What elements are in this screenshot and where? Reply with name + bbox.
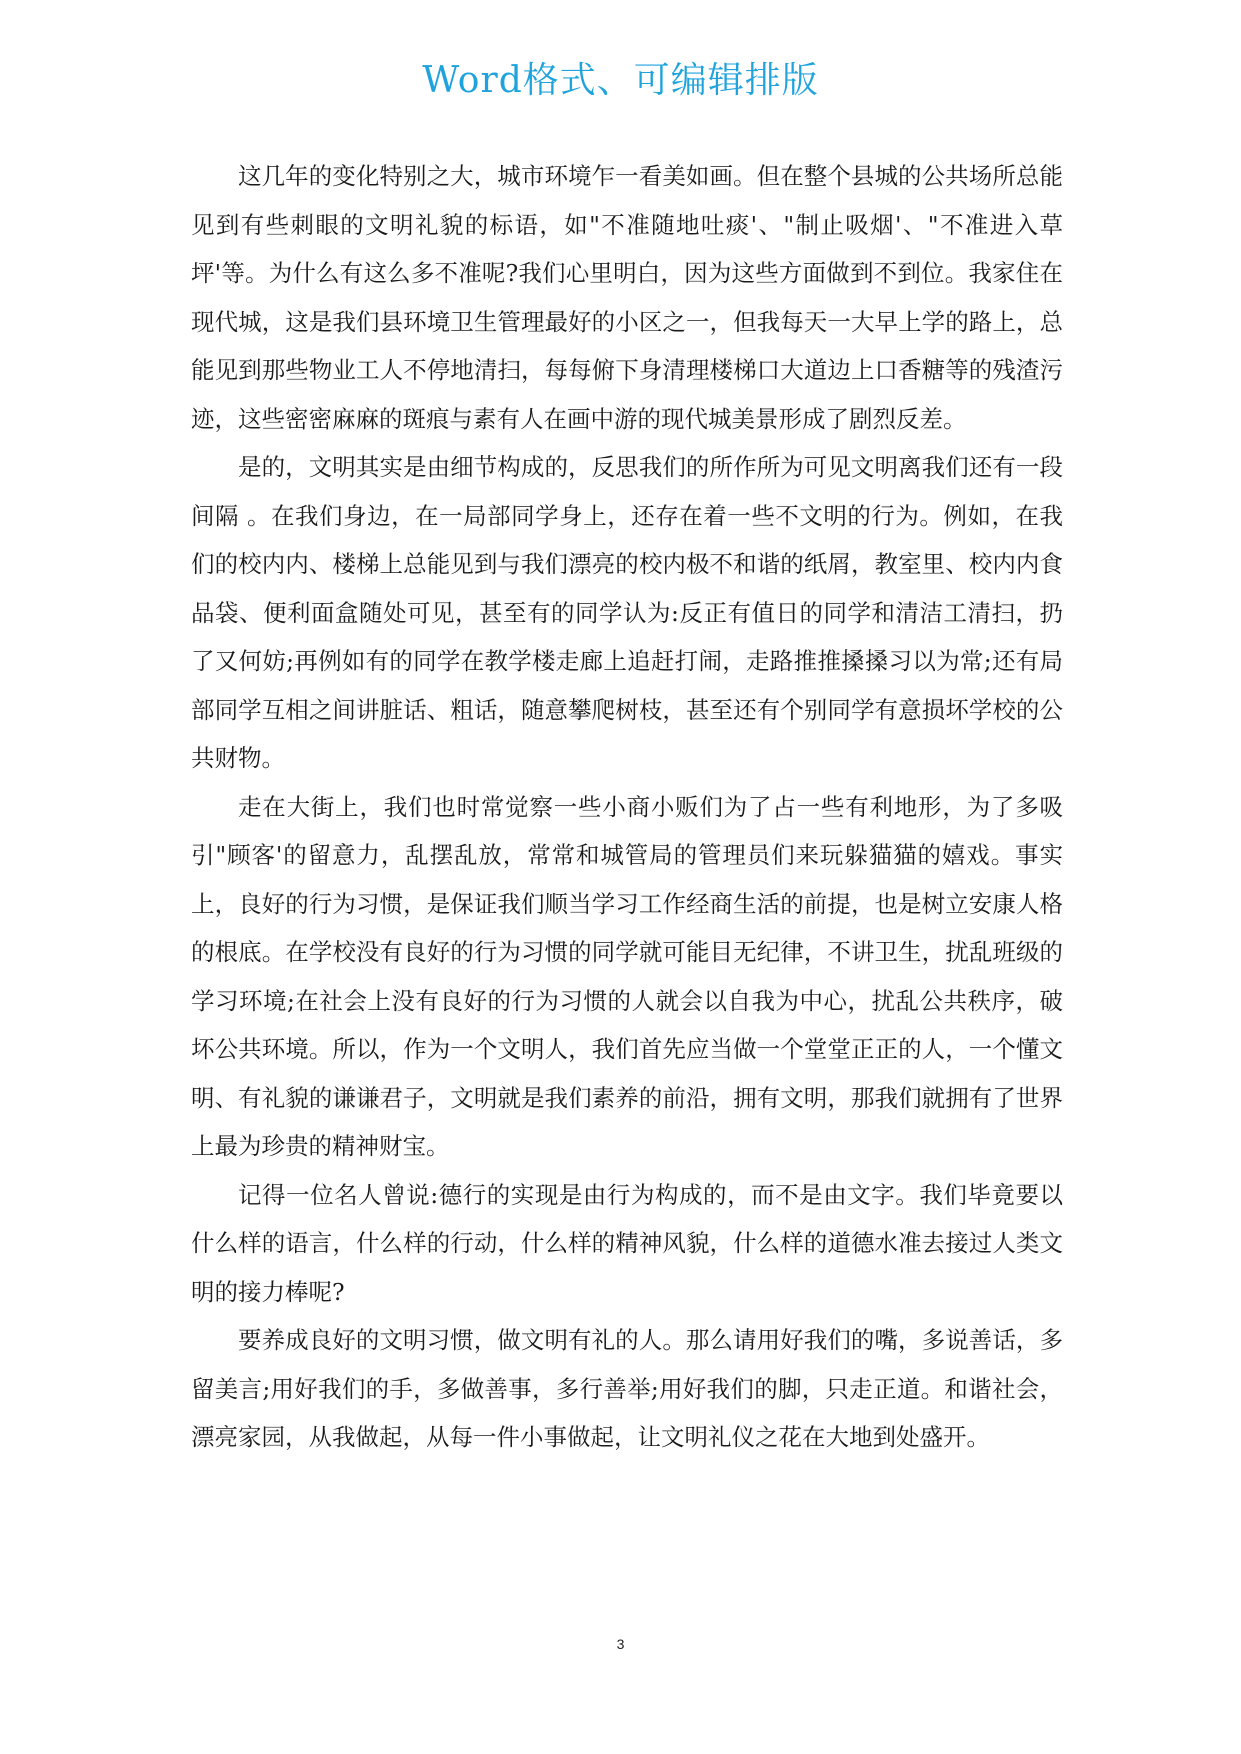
paragraph-1: 这几年的变化特别之大，城市环境乍一看美如画。但在整个县城的公共场所总能见到有些刺眼的文明礼貌的标语，如"不准随地吐痰'、"制止吸烟'、"不准进入草坪'等。为什么有这么多不准呢?我们心里明白，因为这些方面做到不到位。我家住在现代城，这是我们县环境卫生管理最好的小区之一，但我每天一大早上学的路上，总能见到那些物业工人不停地清扫，每每俯下身清理楼梯口大道边上口香糖等的残渣污迹，这些密密麻麻的斑痕与素有人在画中游的现代城美景形成了剧烈反差。 <box>191 162 1063 433</box>
paragraph-5: 要养成良好的文明习惯，做文明有礼的人。那么请用好我们的嘴，多说善话，多留美言;用好我们的手，多做善事，多行善举;用好我们的脚，只走正道。和谐社会，漂亮家园，从我做起，从每一件小事做起，让文明礼仪之花在大地到处盛开。 <box>191 1326 1063 1451</box>
paragraph-4: 记得一位名人曾说:德行的实现是由行为构成的，而不是由文字。我们毕竟要以什么样的语言，什么样的行动，什么样的精神风貌，什么样的道德水准去接过人类文明的接力棒呢? <box>191 1180 1063 1306</box>
page-header-title: Word格式、可编辑排版 <box>422 60 819 101</box>
paragraph-2: 是的，文明其实是由细节构成的，反思我们的所作所为可见文明离我们还有一段间隔 。在我们身边，在一局部同学身上，还存在着一些不文明的行为。例如，在我们的校内内、楼梯上总能见到与我们漂亮的校内极不和谐的纸屑，教室里、校内内食品袋、便利面盒随处可见，甚至有的同学认为:反正有值日的同学和清洁工清扫，扔了又何妨;再例如有的同学在教学楼走廊上追赶打闹，走路推推搡搡习以为常;还有局部同学互相之间讲脏话、粗话，随意攀爬树枝，甚至还有个别同学有意损坏学校的公共财物。 <box>191 453 1063 772</box>
document-body <box>191 152 1063 1462</box>
paragraph-3: 走在大街上，我们也时常觉察一些小商小贩们为了占一些有利地形，为了多吸引"顾客'的留意力，乱摆乱放，常常和城管局的管理员们来玩躲猫猫的嬉戏。事实上，良好的行为习惯，是保证我们顺当学习工作经商生活的前提，也是树立安康人格的根底。在学校没有良好的行为习惯的同学就可能目无纪律，不讲卫生，扰乱班级的学习环境;在社会上没有良好的行为习惯的人就会以自我为中心，扰乱公共秩序，破坏公共环境。所以，作为一个文明人，我们首先应当做一个堂堂正正的人，一个懂文明、有礼貌的谦谦君子，文明就是我们素养的前沿，拥有文明，那我们就拥有了世界上最为珍贵的精神财宝。 <box>191 792 1063 1160</box>
page-number: 3 <box>616 1636 625 1652</box>
